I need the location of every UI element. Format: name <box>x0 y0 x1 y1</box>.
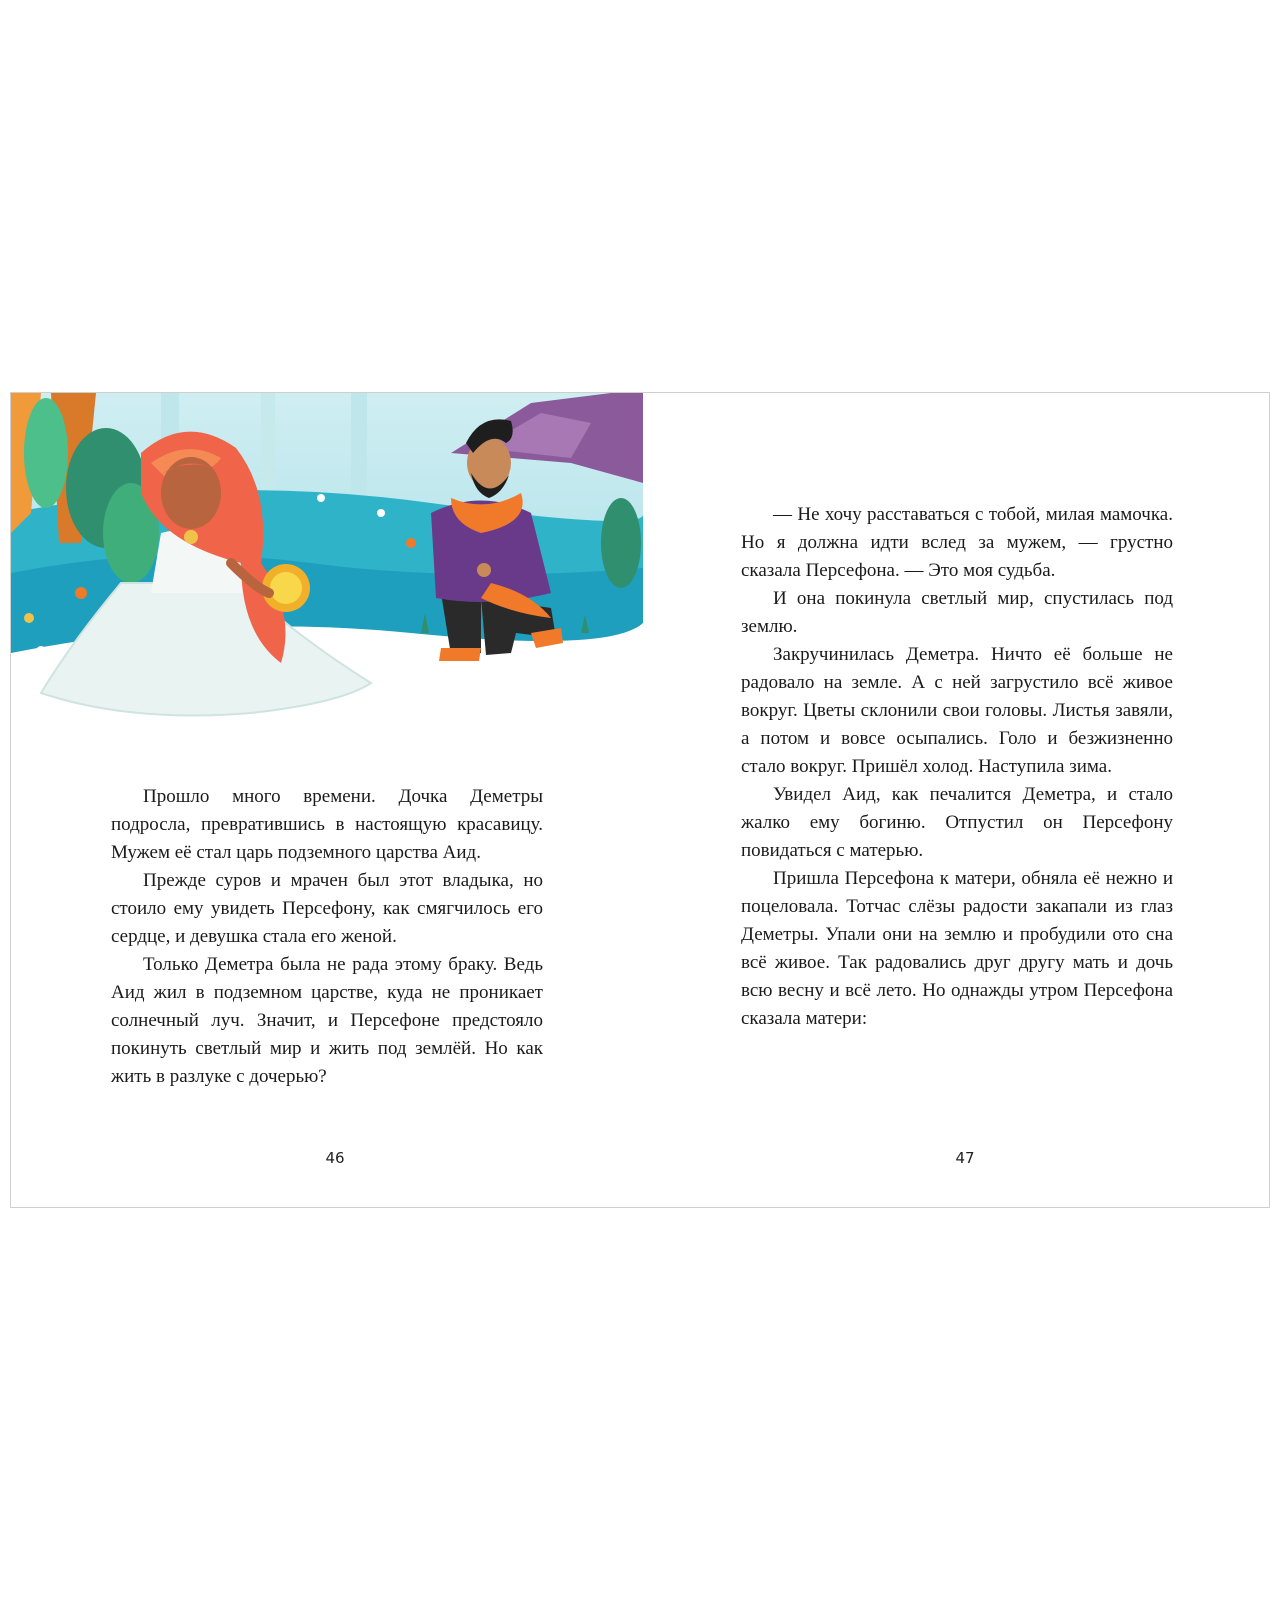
page-number-right: 47 <box>955 1149 975 1167</box>
left-page-text <box>111 783 543 1091</box>
paragraph: Пришла Персефона к матери, обняла её нежно и поцеловала. Тотчас слёзы радости закапали из глаз Деметры. Упали они на землю и пробудили ото сна всё живое. Так радовались друг другу мать и дочь всю весну и всё лето. Но однажды утром Персефона сказала матери: <box>741 868 1173 1029</box>
paragraph: Только Деметра была не рада этому браку. Ведь Аид жил в подземном царстве, куда не проникает солнечный луч. Значит, и Персефоне предстояло покинуть светлый мир и жить под землёй. Но как жить в разлуке с дочерью? <box>111 954 543 1087</box>
paragraph: Увидел Аид, как печалится Деметра, и стало жалко ему богиню. Отпустил он Персефону повидаться с матерью. <box>741 784 1173 861</box>
paragraph: И она покинула светлый мир, спустилась под землю. <box>741 588 1173 637</box>
book-spread <box>10 392 1270 1208</box>
paragraph: — Не хочу расставаться с тобой, милая мамочка. Но я должна идти вслед за мужем, — грустно сказала Персефона. — Это моя судьба. <box>741 504 1173 581</box>
right-page-text <box>741 501 1173 1033</box>
paragraph: Закручинилась Деметра. Ничто её больше не радовало на земле. А с ней загрустило всё живое вокруг. Цветы склонили свои головы. Листья завяли, а потом и вовсе осыпались. Голо и безжизненно стало вокруг. Пришёл холод. Наступила зима. <box>741 644 1173 777</box>
paragraph: Прошло много времени. Дочка Деметры подросла, превратившись в настоящую красавицу. Мужем её стал царь подземного царства Аид. <box>111 786 543 863</box>
illustration-persephone-hades <box>11 393 643 738</box>
paragraph: Прежде суров и мрачен был этот владыка, но стоило ему увидеть Персефону, как смягчилось его сердце, и девушка стала его женой. <box>111 870 543 947</box>
page-number-left: 46 <box>325 1149 345 1167</box>
